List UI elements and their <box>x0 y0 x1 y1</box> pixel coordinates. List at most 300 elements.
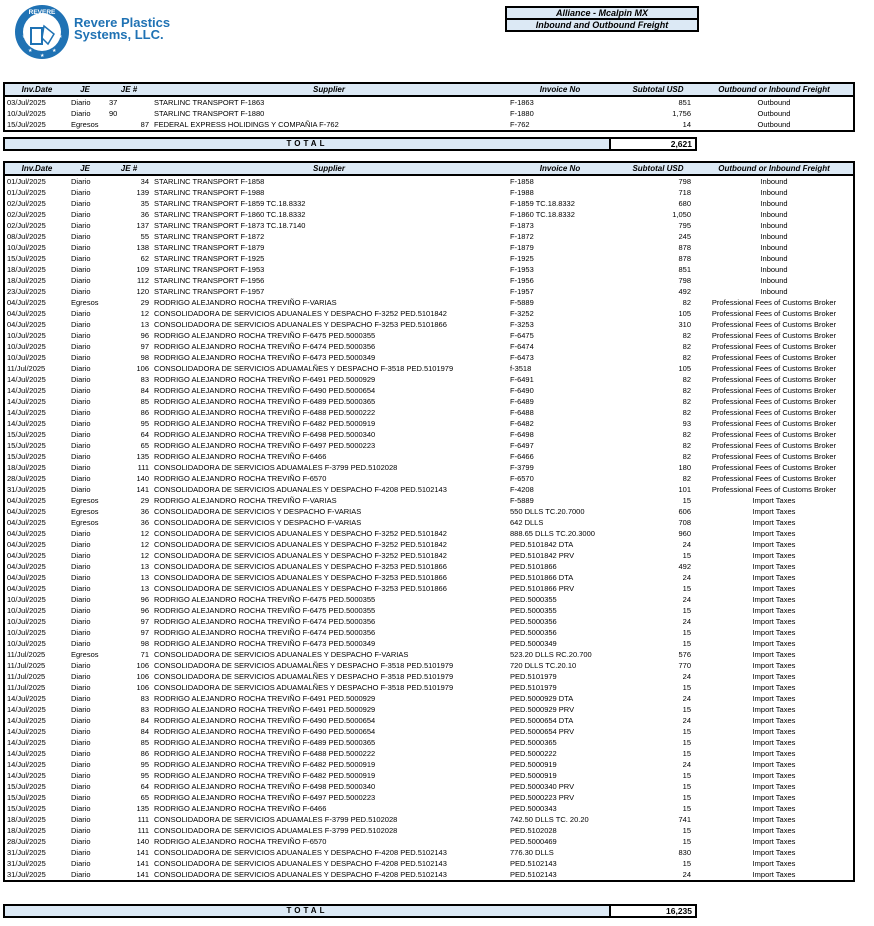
cell-supplier: STARLINC TRANSPORT F-1956 <box>154 276 265 285</box>
table-row <box>5 374 853 385</box>
cell-subtotal: 82 <box>682 408 691 417</box>
cell-je: Diario <box>71 628 91 637</box>
cell-subtotal: 82 <box>682 386 691 395</box>
inbound-total-label: TOTAL <box>286 906 328 915</box>
cell-subtotal: 82 <box>682 353 691 362</box>
cell-invoice: PED.5000654 DTA <box>510 716 574 725</box>
cell-supplier: RODRIGO ALEJANDRO ROCHA TREVIÑO F-6497 PED.5000223 <box>154 441 376 450</box>
table-row <box>5 781 853 792</box>
cell-date: 14/Jul/2025 <box>7 419 46 428</box>
cell-je-num: 12 <box>140 551 149 560</box>
cell-subtotal: 24 <box>682 870 691 879</box>
cell-invoice: F-1953 <box>510 265 534 274</box>
table-row <box>5 638 853 649</box>
cell-type: Inbound <box>760 243 788 252</box>
cell-subtotal: 15 <box>682 826 691 835</box>
cell-subtotal: 15 <box>682 771 691 780</box>
table-row <box>5 396 853 407</box>
table-row <box>5 297 853 308</box>
cell-supplier: CONSOLIDADORA DE SERVICIOS ADUAMALÑES Y DESPACHO F-3518 PED.5101979 <box>154 683 454 692</box>
cell-type: Import Taxes <box>752 716 796 725</box>
cell-je: Egresos <box>71 650 99 659</box>
cell-supplier: CONSOLIDADORA DE SERVICIOS ADUANALES Y DESPACHO F-3253 PED.5101866 <box>154 320 447 329</box>
cell-je: Diario <box>71 199 91 208</box>
svg-text:★: ★ <box>52 48 57 54</box>
cell-je-num: 35 <box>140 199 149 208</box>
cell-je-num: 141 <box>136 870 149 879</box>
col-header-date: Inv.Date <box>21 164 53 173</box>
cell-je: Diario <box>71 804 91 813</box>
cell-je: Diario <box>71 386 91 395</box>
cell-subtotal: 960 <box>678 529 691 538</box>
cell-invoice: F-6489 <box>510 397 534 406</box>
cell-date: 14/Jul/2025 <box>7 760 46 769</box>
table-row <box>5 198 853 209</box>
cell-supplier: RODRIGO ALEJANDRO ROCHA TREVIÑO F-6491 PED.5000929 <box>154 694 376 703</box>
cell-supplier: RODRIGO ALEJANDRO ROCHA TREVIÑO F-6498 PED.5000340 <box>154 782 376 791</box>
cell-je: Diario <box>71 595 91 604</box>
cell-type: Import Taxes <box>752 518 796 527</box>
cell-subtotal: 101 <box>678 485 691 494</box>
table-row <box>5 660 853 671</box>
cell-je: Diario <box>71 397 91 406</box>
table-row <box>5 704 853 715</box>
cell-supplier: CONSOLIDADORA DE SERVICIOS ADUANALES Y DESPACHO F-3253 PED.5101866 <box>154 562 447 571</box>
cell-date: 11/Jul/2025 <box>7 683 46 692</box>
cell-date: 11/Jul/2025 <box>7 661 46 670</box>
cell-date: 14/Jul/2025 <box>7 738 46 747</box>
cell-je: Diario <box>71 672 91 681</box>
cell-subtotal: 82 <box>682 474 691 483</box>
cell-invoice: F-6466 <box>510 452 534 461</box>
cell-je: Diario <box>71 485 91 494</box>
table-row <box>5 286 853 297</box>
table-row <box>5 539 853 550</box>
cell-type: Outbound <box>757 120 791 129</box>
logo-text: REVERE <box>28 9 56 16</box>
cell-date: 08/Jul/2025 <box>7 232 46 241</box>
cell-supplier: RODRIGO ALEJANDRO ROCHA TREVIÑO F-6475 PED.5000355 <box>154 606 376 615</box>
cell-type: Import Taxes <box>752 540 796 549</box>
cell-invoice: PED.5102143 <box>510 870 557 879</box>
cell-je: Diario <box>71 265 91 274</box>
cell-invoice: F-6490 <box>510 386 534 395</box>
cell-date: 04/Jul/2025 <box>7 496 46 505</box>
cell-invoice: F-1860 TC.18.8332 <box>510 210 575 219</box>
cell-je-num: 96 <box>140 606 149 615</box>
cell-invoice: PED.5101842 DTA <box>510 540 574 549</box>
cell-date: 14/Jul/2025 <box>7 408 46 417</box>
cell-subtotal: 718 <box>678 188 691 197</box>
cell-supplier: STARLINC TRANSPORT F-1988 <box>154 188 265 197</box>
cell-je-num: 141 <box>136 485 149 494</box>
table-row <box>5 308 853 319</box>
cell-subtotal: 82 <box>682 342 691 351</box>
cell-je-num: 141 <box>136 859 149 868</box>
cell-date: 15/Jul/2025 <box>7 441 46 450</box>
cell-subtotal: 15 <box>682 496 691 505</box>
cell-je-num: 13 <box>140 320 149 329</box>
cell-subtotal: 24 <box>682 716 691 725</box>
report-title: Alliance - Mcalpin MX <box>555 8 649 18</box>
cell-supplier: STARLINC TRANSPORT F-1925 <box>154 254 265 263</box>
cell-je: Diario <box>71 232 91 241</box>
cell-je: Diario <box>71 771 91 780</box>
cell-je: Diario <box>71 551 91 560</box>
cell-je-num: 98 <box>140 639 149 648</box>
cell-type: Import Taxes <box>752 606 796 615</box>
cell-subtotal: 82 <box>682 452 691 461</box>
cell-subtotal: 770 <box>678 661 691 670</box>
cell-type: Import Taxes <box>752 529 796 538</box>
table-row <box>5 517 853 528</box>
table-row <box>5 253 853 264</box>
cell-date: 10/Jul/2025 <box>7 243 46 252</box>
cell-je: Diario <box>71 109 91 118</box>
cell-type: Import Taxes <box>752 738 796 747</box>
cell-je: Diario <box>71 573 91 582</box>
cell-supplier: RODRIGO ALEJANDRO ROCHA TREVIÑO F-6489 PED.5000365 <box>154 738 376 747</box>
cell-invoice: PED.5101842 PRV <box>510 551 575 560</box>
cell-subtotal: 82 <box>682 397 691 406</box>
cell-je-num: 95 <box>140 760 149 769</box>
cell-subtotal: 15 <box>682 551 691 560</box>
cell-invoice: F-3253 <box>510 320 534 329</box>
cell-je-num: 97 <box>140 628 149 637</box>
cell-date: 14/Jul/2025 <box>7 727 46 736</box>
company-name <box>74 17 170 41</box>
cell-supplier: RODRIGO ALEJANDRO ROCHA TREVIÑO F-6466 <box>154 804 327 813</box>
cell-subtotal: 82 <box>682 375 691 384</box>
cell-type: Inbound <box>760 254 788 263</box>
cell-date: 04/Jul/2025 <box>7 320 46 329</box>
cell-je: Diario <box>71 419 91 428</box>
cell-supplier: STARLINC TRANSPORT F-1957 <box>154 287 265 296</box>
inbound-total-value: 16,235 <box>609 906 695 916</box>
cell-je-num: 106 <box>136 661 149 670</box>
cell-je-num: 55 <box>140 232 149 241</box>
cell-date: 14/Jul/2025 <box>7 771 46 780</box>
cell-invoice: F-1957 <box>510 287 534 296</box>
cell-date: 10/Jul/2025 <box>7 353 46 362</box>
cell-subtotal: 15 <box>682 683 691 692</box>
cell-type: Import Taxes <box>752 573 796 582</box>
cell-subtotal: 24 <box>682 595 691 604</box>
svg-text:★: ★ <box>40 53 45 59</box>
col-header-je: JE <box>80 85 90 94</box>
table-row <box>5 770 853 781</box>
cell-je-num: 12 <box>140 529 149 538</box>
table-row <box>5 451 853 462</box>
cell-date: 15/Jul/2025 <box>7 804 46 813</box>
cell-type: Outbound <box>757 98 791 107</box>
table-row <box>5 605 853 616</box>
cell-type: Professional Fees of Customs Broker <box>711 331 837 340</box>
cell-date: 04/Jul/2025 <box>7 584 46 593</box>
table-row <box>5 847 853 858</box>
cell-je-num: 71 <box>140 650 149 659</box>
cell-date: 10/Jul/2025 <box>7 606 46 615</box>
cell-date: 14/Jul/2025 <box>7 716 46 725</box>
outbound-total-value: 2,621 <box>609 139 695 149</box>
cell-type: Inbound <box>760 265 788 274</box>
cell-date: 23/Jul/2025 <box>7 287 46 296</box>
cell-subtotal: 105 <box>678 364 691 373</box>
cell-je-num: 83 <box>140 375 149 384</box>
cell-je-num: 37 <box>109 98 118 107</box>
cell-subtotal: 24 <box>682 672 691 681</box>
cell-type: Inbound <box>760 177 788 186</box>
cell-supplier: CONSOLIDADORA DE SERVICIOS Y DESPACHO F-VARIAS <box>154 518 362 527</box>
cell-subtotal: 795 <box>678 221 691 230</box>
cell-date: 01/Jul/2025 <box>7 177 46 186</box>
table-row <box>5 119 853 130</box>
cell-supplier: CONSOLIDADORA DE SERVICIOS ADUAMALES F-3799 PED.5102028 <box>154 826 398 835</box>
cell-date: 14/Jul/2025 <box>7 375 46 384</box>
cell-invoice: F-6497 <box>510 441 534 450</box>
cell-subtotal: 492 <box>678 287 691 296</box>
cell-invoice: PED.5101866 DTA <box>510 573 574 582</box>
cell-invoice: 720 DLLS TC.20.10 <box>510 661 577 670</box>
cell-date: 04/Jul/2025 <box>7 562 46 571</box>
cell-type: Inbound <box>760 188 788 197</box>
cell-type: Inbound <box>760 221 788 230</box>
col-header-je-num: JE # <box>120 85 138 94</box>
cell-invoice: F-1859 TC.18.8332 <box>510 199 575 208</box>
cell-type: Professional Fees of Customs Broker <box>711 474 837 483</box>
cell-supplier: RODRIGO ALEJANDRO ROCHA TREVIÑO F-6570 <box>154 474 327 483</box>
cell-invoice: F-3799 <box>510 463 534 472</box>
cell-invoice: F-6474 <box>510 342 534 351</box>
cell-type: Professional Fees of Customs Broker <box>711 320 837 329</box>
cell-type: Import Taxes <box>752 859 796 868</box>
company-name-line1: Revere Plastics <box>74 15 171 30</box>
cell-supplier: CONSOLIDADORA DE SERVICIOS ADUAMALÑES Y DESPACHO F-3518 PED.5101979 <box>154 661 454 670</box>
cell-invoice: PED.5000654 PRV <box>510 727 575 736</box>
cell-supplier: CONSOLIDADORA DE SERVICIOS ADUAMALES F-3799 PED.5102028 <box>154 815 398 824</box>
cell-invoice: F-1879 <box>510 243 534 252</box>
cell-subtotal: 24 <box>682 760 691 769</box>
table-row <box>5 858 853 869</box>
cell-invoice: PED.5101979 <box>510 683 557 692</box>
cell-type: Import Taxes <box>752 760 796 769</box>
table-row <box>5 108 853 119</box>
cell-je-num: 36 <box>140 507 149 516</box>
cell-invoice: PED.5000356 <box>510 628 557 637</box>
cell-invoice: F-1872 <box>510 232 534 241</box>
cell-supplier: RODRIGO ALEJANDRO ROCHA TREVIÑO F-6490 PED.5000654 <box>154 386 376 395</box>
cell-supplier: RODRIGO ALEJANDRO ROCHA TREVIÑO F-VARIAS <box>154 298 337 307</box>
cell-je: Diario <box>71 188 91 197</box>
table-header <box>5 163 853 176</box>
cell-subtotal: 82 <box>682 430 691 439</box>
cell-subtotal: 606 <box>678 507 691 516</box>
cell-type: Inbound <box>760 199 788 208</box>
table-row <box>5 561 853 572</box>
cell-supplier: CONSOLIDADORA DE SERVICIOS ADUANALES Y DESPACHO F-3252 PED.5101842 <box>154 551 447 560</box>
cell-invoice: 642 DLLS <box>510 518 544 527</box>
cell-type: Import Taxes <box>752 815 796 824</box>
cell-je-num: 86 <box>140 408 149 417</box>
table-row <box>5 682 853 693</box>
cell-je: Diario <box>71 276 91 285</box>
cell-type: Inbound <box>760 210 788 219</box>
cell-supplier: STARLINC TRANSPORT F-1860 TC.18.8332 <box>154 210 306 219</box>
cell-je: Diario <box>71 738 91 747</box>
cell-supplier: CONSOLIDADORA DE SERVICIOS ADUANALES Y DESPACHO F-3252 PED.5101842 <box>154 309 447 318</box>
cell-je-num: 96 <box>140 595 149 604</box>
cell-supplier: CONSOLIDADORA DE SERVICIOS ADUANALES Y DESPACHO F-3253 PED.5101866 <box>154 584 447 593</box>
table-row <box>5 528 853 539</box>
cell-date: 31/Jul/2025 <box>7 859 46 868</box>
cell-invoice: F-6498 <box>510 430 534 439</box>
cell-invoice: PED.5000222 <box>510 749 557 758</box>
cell-je: Diario <box>71 870 91 879</box>
cell-je: Diario <box>71 540 91 549</box>
cell-invoice: F-6488 <box>510 408 534 417</box>
cell-supplier: CONSOLIDADORA DE SERVICIOS ADUAMALÑES Y DESPACHO F-3518 PED.5101979 <box>154 672 454 681</box>
cell-supplier: CONSOLIDADORA DE SERVICIOS ADUAMALÑES Y DESPACHO F-3518 PED.5101979 <box>154 364 454 373</box>
cell-type: Import Taxes <box>752 870 796 879</box>
table-row <box>5 330 853 341</box>
cell-date: 18/Jul/2025 <box>7 826 46 835</box>
cell-invoice: F-5889 <box>510 496 534 505</box>
cell-type: Import Taxes <box>752 617 796 626</box>
cell-je: Diario <box>71 705 91 714</box>
cell-invoice: 523.20 DLLS RC.20.700 <box>510 650 592 659</box>
cell-subtotal: 82 <box>682 298 691 307</box>
cell-subtotal: 15 <box>682 628 691 637</box>
cell-invoice: F-4208 <box>510 485 534 494</box>
cell-type: Import Taxes <box>752 848 796 857</box>
cell-je-num: 140 <box>136 837 149 846</box>
cell-subtotal: 105 <box>678 309 691 318</box>
cell-je-num: 83 <box>140 705 149 714</box>
cell-supplier: CONSOLIDADORA DE SERVICIOS ADUANALES Y DESPACHO F-4208 PED.5102143 <box>154 485 447 494</box>
cell-invoice: PED.5000349 <box>510 639 557 648</box>
table-header <box>5 84 853 97</box>
cell-je-num: 85 <box>140 738 149 747</box>
cell-invoice: PED.5000929 DTA <box>510 694 574 703</box>
cell-subtotal: 1,050 <box>672 210 691 219</box>
cell-je: Diario <box>71 826 91 835</box>
cell-je: Diario <box>71 342 91 351</box>
cell-je-num: 138 <box>136 243 149 252</box>
cell-je-num: 106 <box>136 672 149 681</box>
cell-date: 11/Jul/2025 <box>7 650 46 659</box>
cell-invoice: PED.5101866 <box>510 562 557 571</box>
cell-je-num: 36 <box>140 518 149 527</box>
cell-je-num: 83 <box>140 694 149 703</box>
table-row <box>5 737 853 748</box>
cell-invoice: F-6475 <box>510 331 534 340</box>
cell-invoice: PED.5000919 <box>510 760 557 769</box>
cell-type: Professional Fees of Customs Broker <box>711 353 837 362</box>
cell-je-num: 62 <box>140 254 149 263</box>
cell-subtotal: 798 <box>678 276 691 285</box>
cell-je: Diario <box>71 584 91 593</box>
table-row <box>5 242 853 253</box>
table-row <box>5 97 853 108</box>
cell-invoice: F-6491 <box>510 375 534 384</box>
cell-je-num: 140 <box>136 474 149 483</box>
outbound-table <box>3 82 855 132</box>
cell-date: 02/Jul/2025 <box>7 210 46 219</box>
cell-supplier: STARLINC TRANSPORT F-1863 <box>154 98 265 107</box>
cell-type: Import Taxes <box>752 672 796 681</box>
cell-supplier: CONSOLIDADORA DE SERVICIOS ADUANALES Y DESPACHO F-4208 PED.5102143 <box>154 870 447 879</box>
cell-supplier: STARLINC TRANSPORT F-1880 <box>154 109 265 118</box>
cell-subtotal: 15 <box>682 749 691 758</box>
cell-date: 11/Jul/2025 <box>7 364 46 373</box>
cell-date: 04/Jul/2025 <box>7 298 46 307</box>
cell-invoice: PED.5102143 <box>510 859 557 868</box>
cell-subtotal: 82 <box>682 331 691 340</box>
table-row <box>5 869 853 880</box>
cell-subtotal: 851 <box>678 98 691 107</box>
cell-date: 04/Jul/2025 <box>7 309 46 318</box>
cell-subtotal: 708 <box>678 518 691 527</box>
cell-date: 31/Jul/2025 <box>7 485 46 494</box>
cell-invoice: F-1956 <box>510 276 534 285</box>
cell-je-num: 84 <box>140 727 149 736</box>
table-row <box>5 363 853 374</box>
cell-invoice: F-1873 <box>510 221 534 230</box>
col-header-subtotal: Subtotal USD <box>632 85 684 94</box>
cell-subtotal: 15 <box>682 727 691 736</box>
cell-je: Diario <box>71 364 91 373</box>
col-header-je: JE <box>80 164 90 173</box>
cell-subtotal: 798 <box>678 177 691 186</box>
cell-subtotal: 15 <box>682 793 691 802</box>
col-header-date: Inv.Date <box>21 85 53 94</box>
company-name-line2: Systems, LLC. <box>74 27 164 42</box>
cell-supplier: RODRIGO ALEJANDRO ROCHA TREVIÑO F-6570 <box>154 837 327 846</box>
table-row <box>5 616 853 627</box>
cell-je: Diario <box>71 309 91 318</box>
cell-je-num: 111 <box>137 463 149 472</box>
cell-je: Diario <box>71 694 91 703</box>
cell-date: 10/Jul/2025 <box>7 639 46 648</box>
cell-je-num: 64 <box>140 430 149 439</box>
cell-type: Professional Fees of Customs Broker <box>711 386 837 395</box>
cell-je-num: 111 <box>137 826 149 835</box>
cell-supplier: CONSOLIDADORA DE SERVICIOS ADUANALES Y DESPACHO F-VARIAS <box>154 650 409 659</box>
cell-date: 31/Jul/2025 <box>7 848 46 857</box>
cell-je: Diario <box>71 408 91 417</box>
table-row <box>5 209 853 220</box>
cell-date: 18/Jul/2025 <box>7 815 46 824</box>
cell-je: Diario <box>71 287 91 296</box>
col-header-je-num: JE # <box>120 164 138 173</box>
col-header-supplier: Supplier <box>312 85 345 94</box>
cell-je: Diario <box>71 331 91 340</box>
cell-je: Diario <box>71 815 91 824</box>
cell-supplier: RODRIGO ALEJANDRO ROCHA TREVIÑO F-6497 PED.5000223 <box>154 793 376 802</box>
cell-type: Import Taxes <box>752 749 796 758</box>
table-row <box>5 506 853 517</box>
table-row <box>5 187 853 198</box>
cell-je: Diario <box>71 848 91 857</box>
cell-type: Professional Fees of Customs Broker <box>711 342 837 351</box>
cell-je: Diario <box>71 243 91 252</box>
cell-je: Diario <box>71 430 91 439</box>
cell-je-num: 95 <box>140 419 149 428</box>
cell-invoice: F-5889 <box>510 298 534 307</box>
cell-subtotal: 245 <box>678 232 691 241</box>
cell-supplier: RODRIGO ALEJANDRO ROCHA TREVIÑO F-6475 PED.5000355 <box>154 595 376 604</box>
cell-invoice: PED.5000340 PRV <box>510 782 575 791</box>
